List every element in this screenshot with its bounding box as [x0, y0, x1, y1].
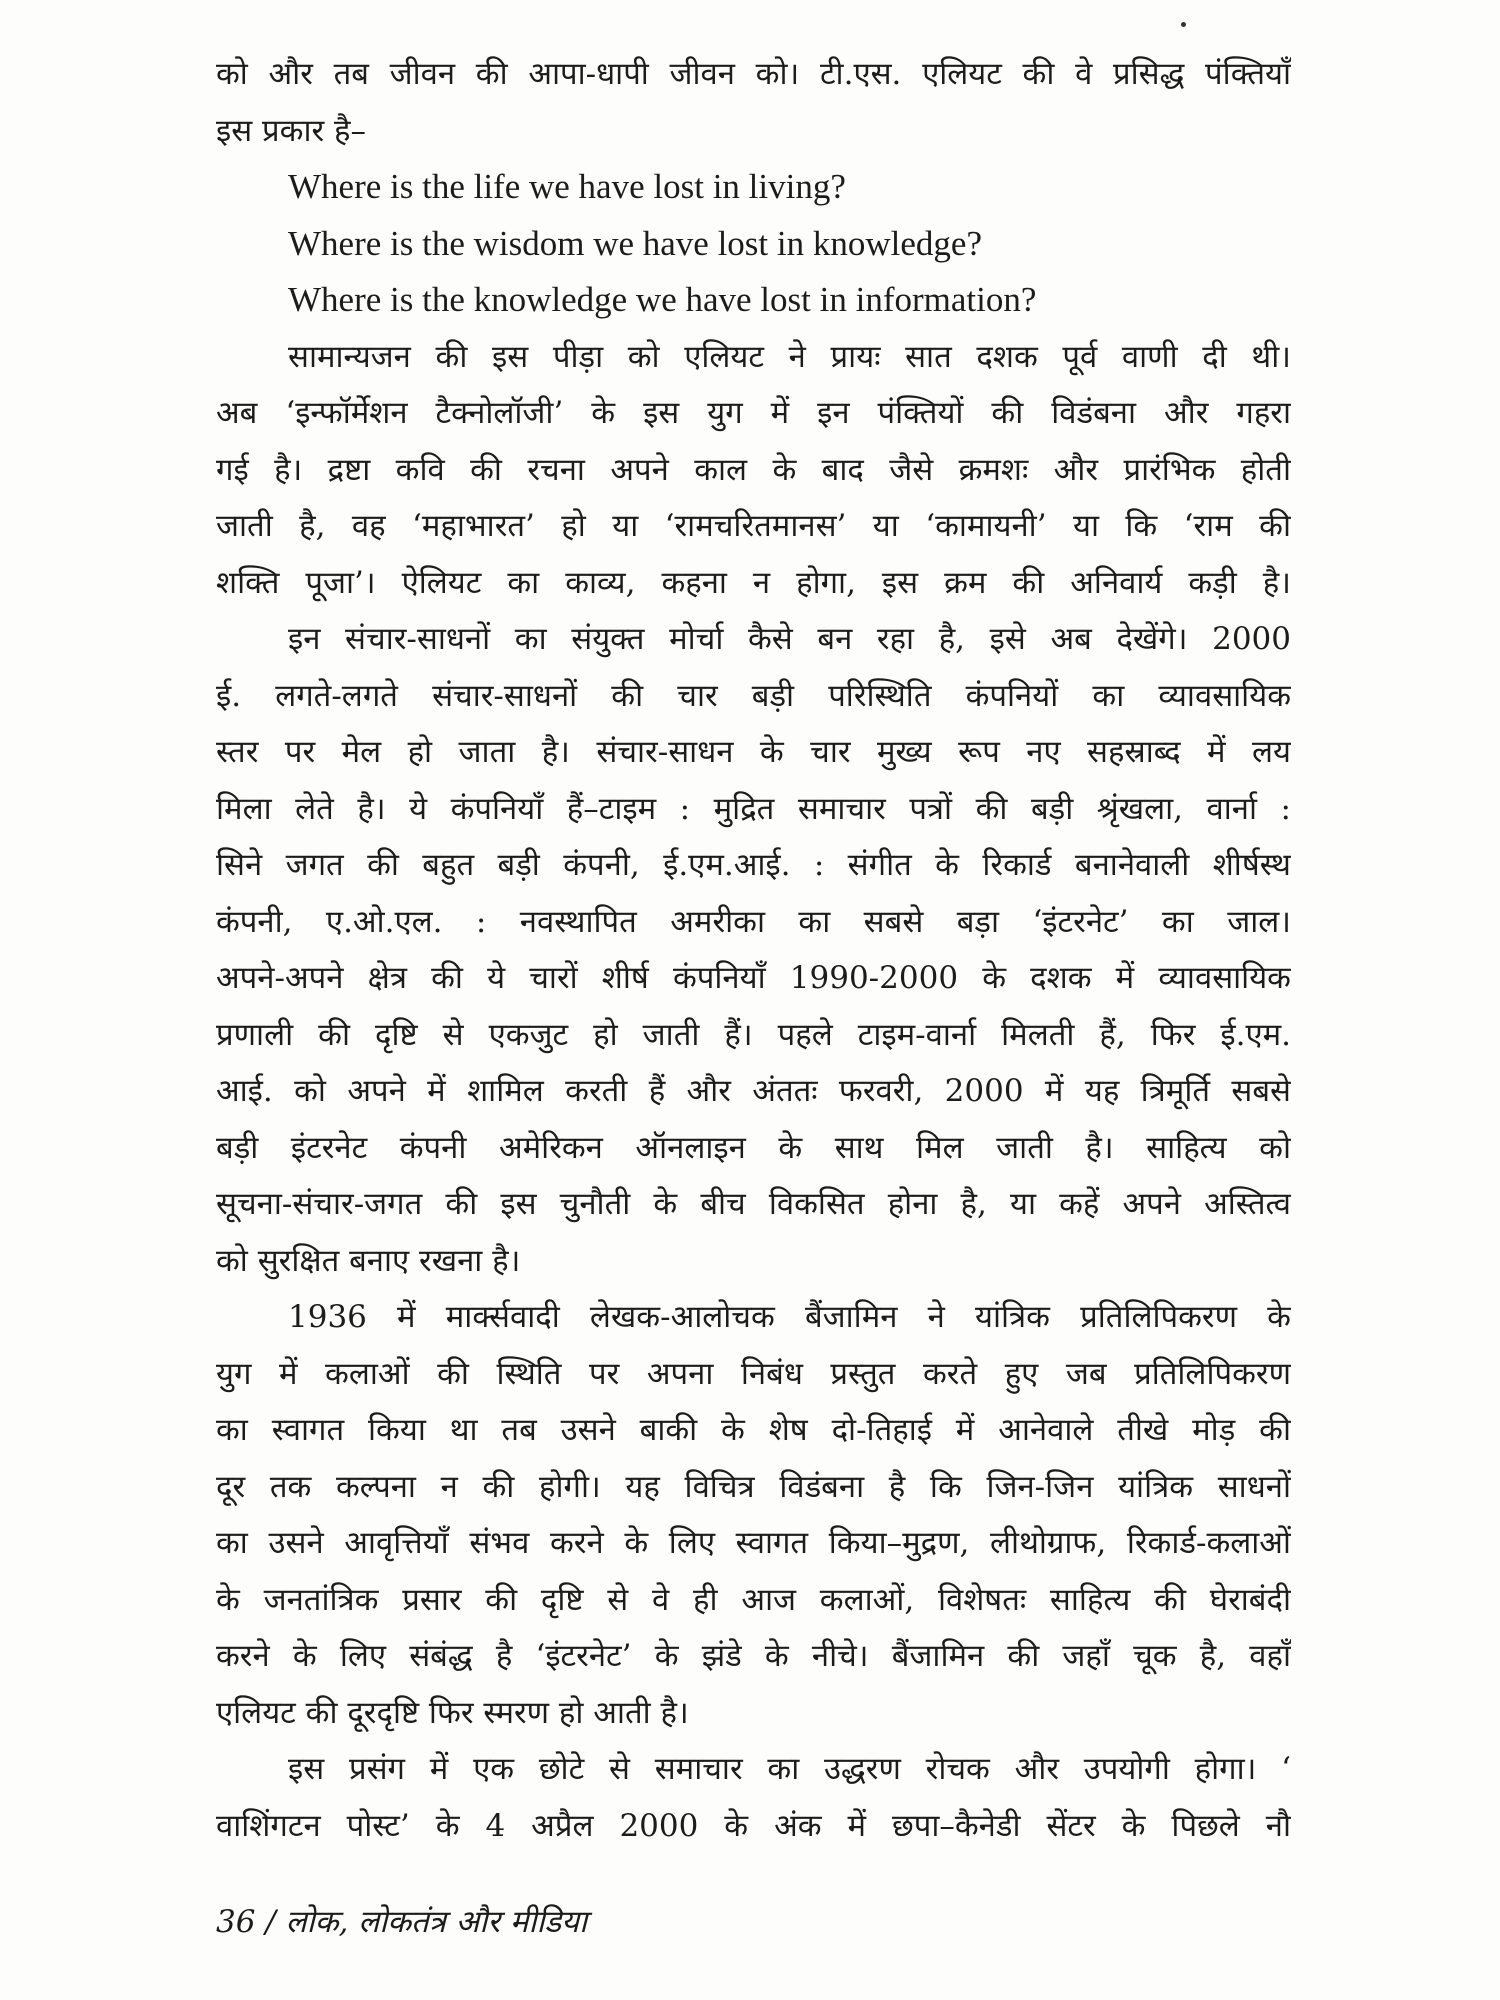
footer-separator: / — [265, 1904, 276, 1940]
text-line: शक्ति पूजा’। ऐलियट का काव्य, कहना न होगा, इस क्रम की अनिवार्य कड़ी है। — [216, 564, 1291, 601]
text-line: करने के लिए संबंद्ध है ‘इंटरनेट’ के झंडे के नीचे। बैंजामिन की जहाँ चूक है, वहाँ — [216, 1638, 1291, 1674]
text-line: इस प्रकार है– — [216, 112, 367, 149]
text-line: ई. लगते-लगते संचार-साधनों की चार बड़ी परिस्थिति कंपनियों का व्यावसायिक — [216, 677, 1291, 714]
page-number: 36 — [216, 1904, 256, 1940]
text-line: प्रणाली की दृष्टि से एकजुट हो जाती हैं। पहले टाइम-वार्ना मिलती हैं, फिर ई.एम. — [216, 1016, 1291, 1053]
text-line: इस प्रसंग में एक छोटे से समाचार का उद्धरण रोचक और उपयोगी होगा। ‘ — [288, 1751, 1291, 1787]
text-line: युग में कलाओं की स्थिति पर अपना निबंध प्रस्तुत करते हुए जब प्रतिलिपिकरण — [216, 1355, 1291, 1392]
text-line: स्तर पर मेल हो जाता है। संचार-साधन के चार मुख्य रूप नए सहस्राब्द में लय — [216, 734, 1291, 770]
text-line: का स्वागत किया था तब उसने बाकी के शेष दो-तिहाई में आनेवाले तीखे मोड़ की — [216, 1412, 1291, 1448]
text-line: सामान्यजन की इस पीड़ा को एलियट ने प्रायः सात दशक पूर्व वाणी दी थी। — [288, 338, 1291, 375]
text-line: इन संचार-साधनों का संयुक्त मोर्चा कैसे बन रहा है, इसे अब देखेंगे। 2000 — [288, 621, 1291, 657]
speck-mark — [1181, 22, 1186, 27]
text-line: 1936 में मार्क्सवादी लेखक-आलोचक बैंजामिन ने यांत्रिक प्रतिलिपिकरण के — [288, 1299, 1291, 1335]
text-line: अब ‘इन्फॉर्मेशन टैक्नोलॉजी’ के इस युग में इन पंक्तियों की विडंबना और गहरा — [216, 395, 1291, 431]
text-line: आई. को अपने में शामिल करती हैं और अंततः फरवरी, 2000 में यह त्रिमूर्ति सबसे — [216, 1073, 1291, 1109]
text-line: के जनतांत्रिक प्रसार की दृष्टि से वे ही आज कलाओं, विशेषतः साहित्य की घेराबंदी — [216, 1581, 1291, 1618]
text-line: कंपनी, ए.ओ.एल. : नवस्थापित अमरीका का सबसे बड़ा ‘इंटरनेट’ का जाल। — [216, 903, 1291, 940]
page-footer — [216, 1900, 587, 1942]
text-line: अपने-अपने क्षेत्र की ये चारों शीर्ष कंपनियाँ 1990-2000 के दशक में व्यावसायिक — [216, 960, 1291, 996]
verse-line: Where is the life we have lost in living? — [288, 167, 846, 206]
text-line: को सुरक्षित बनाए रखना है। — [216, 1242, 521, 1279]
text-line: मिला लेते है। ये कंपनियाँ हैं–टाइम : मुद्रित समाचार पत्रों की बड़ी श्रृंखला, वार्ना : — [216, 790, 1291, 827]
text-line: जाती है, वह ‘महाभारत’ हो या ‘रामचरितमानस’ या ‘कामायनी’ या कि ‘राम की — [216, 508, 1291, 544]
verse-line: Where is the wisdom we have lost in knowledge? — [288, 223, 982, 263]
text-line: सूचना-संचार-जगत की इस चुनौती के बीच विकसित होना है, या कहें अपने अस्तित्व — [216, 1186, 1291, 1222]
text-line: बड़ी इंटरनेट कंपनी अमेरिकन ऑनलाइन के साथ मिल जाती है। साहित्य को — [216, 1129, 1291, 1166]
text-line: को और तब जीवन की आपा-धापी जीवन को। टी.एस. एलियट की वे प्रसिद्ध पंक्तियाँ — [216, 56, 1291, 92]
text-line: वाशिंगटन पोस्ट’ के 4 अप्रैल 2000 के अंक में छपा–कैनेडी सेंटर के पिछले नौ — [216, 1807, 1291, 1844]
text-line: गई है। द्रष्टा कवि की रचना अपने काल के बाद जैसे क्रमशः और प्रारंभिक होती — [216, 451, 1291, 488]
text-line: का उसने आवृत्तियाँ संभव करने के लिए स्वागत किया–मुद्रण, लीथोग्राफ, रिकार्ड-कलाओं — [216, 1525, 1291, 1561]
text-line: दूर तक कल्पना न की होगी। यह विचित्र विडंबना है कि जिन-जिन यांत्रिक साधनों — [216, 1468, 1291, 1505]
verse-line: Where is the knowledge we have lost in information? — [288, 280, 1037, 319]
text-line: सिने जगत की बहुत बड़ी कंपनी, ई.एम.आई. : संगीत के रिकार्ड बनानेवाली शीर्षस्थ — [216, 847, 1291, 883]
body-text — [216, 46, 1291, 1854]
text-line: एलियट की दूरदृष्टि फिर स्मरण हो आती है। — [216, 1694, 689, 1731]
book-title: लोक, लोकतंत्र और मीडिया — [285, 1904, 588, 1940]
